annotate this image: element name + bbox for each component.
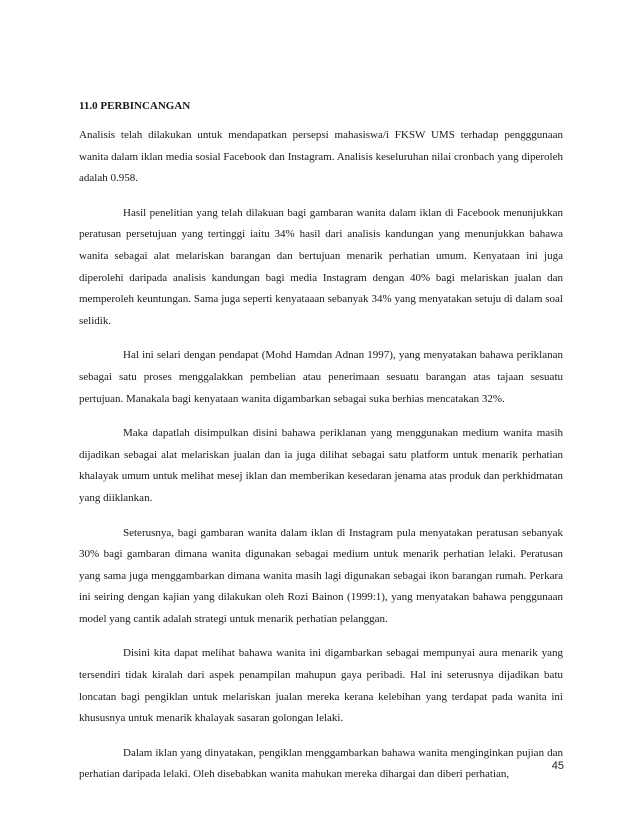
paragraph-4: Maka dapatlah disimpulkan disini bahawa periklanan yang menggunakan medium wanita masih dijadikan sebagai alat melariskan jualan dan ia juga dilihat sebagai satu platform untuk menarik perhatian khalayak umum untuk melihat mesej iklan dan memberikan kesedaran jenama atas produk dan perkhidmatan yang diiklankan. xyxy=(79,427,563,504)
paragraph-7: Dalam iklan yang dinyatakan, pengiklan menggambarkan bahawa wanita menginginkan pujian dan perhatian daripada lelaki. Oleh disebabkan wanita mahukan mereka dihargai dan diberi perhatian, xyxy=(79,746,563,781)
section-heading: 11.0 PERBINCANGAN xyxy=(79,100,191,112)
paragraph-2: Hasil penelitian yang telah dilakuan bagi gambaran wanita dalam iklan di Facebook menunjukkan peratusan persetujuan yang tertinggi iaitu 34% hasil dari analisis kandungan yang menunjukkan bahawa wanita sebagai alat melariskan barangan dan bertujuan menarik perhatian umum. Kenyataan ini juga diperolehi daripada analisis kandungan bagi media Instagram dengan 40% bagi melariskan jualan dan memperoleh keuntungan. Sama juga seperti kenyataaan sebanyak 34% yang menyatakan setuju di dalam soal selidik. xyxy=(79,206,563,327)
paragraph-6: Disini kita dapat melihat bahawa wanita ini digambarkan sebagai mempunyai aura menarik yang tersendiri tidak kiralah dari aspek penampilan mahupun gaya peribadi. Hal ini seterusnya dijadikan batu loncatan bagi pengiklan untuk melariskan jualan mereka kerana kelebihan yang terdapat pada wanita ini khususnya untuk menarik khalayak sasaran golongan lelaki. xyxy=(79,647,563,725)
paragraph-1: Analisis telah dilakukan untuk mendapatkan persepsi mahasiswa/i FKSW UMS terhadap pengggunaan wanita dalam iklan media sosial Facebook dan Instagram. Analisis keseluruhan nilai cronbach yang diperoleh adalah 0.958. xyxy=(79,129,563,185)
page-content xyxy=(79,99,563,799)
paragraph-5: Seterusnya, bagi gambaran wanita dalam iklan di Instagram pula menyatakan peratusan sebanyak 30% bagi gambaran dimana wanita digunakan sebagai medium untuk menarik perhatian lelaki. Peratusan yang sama juga menggambarkan dimana wanita masih lagi digunakan sebagai ikon barangan rumah. Perkara ini seiring dengan kajian yang dilakukan oleh Rozi Bainon (1999:1), yang menyatakan bahawa penggunaan model yang cantik adalah strategi untuk menarik perhatian pelanggan. xyxy=(79,526,563,625)
page-number: 45 xyxy=(551,760,564,772)
paragraph-3: Hal ini selari dengan pendapat (Mohd Hamdan Adnan 1997), yang menyatakan bahawa periklanan sebagai satu proses menggalakkan pembelian atau penerimaan sesuatu barangan atas tajaan sesuatu pertujuan. Manakala bagi kenyataan wanita digambarkan sebagai suka berhias mencatakan 32%. xyxy=(79,349,563,405)
